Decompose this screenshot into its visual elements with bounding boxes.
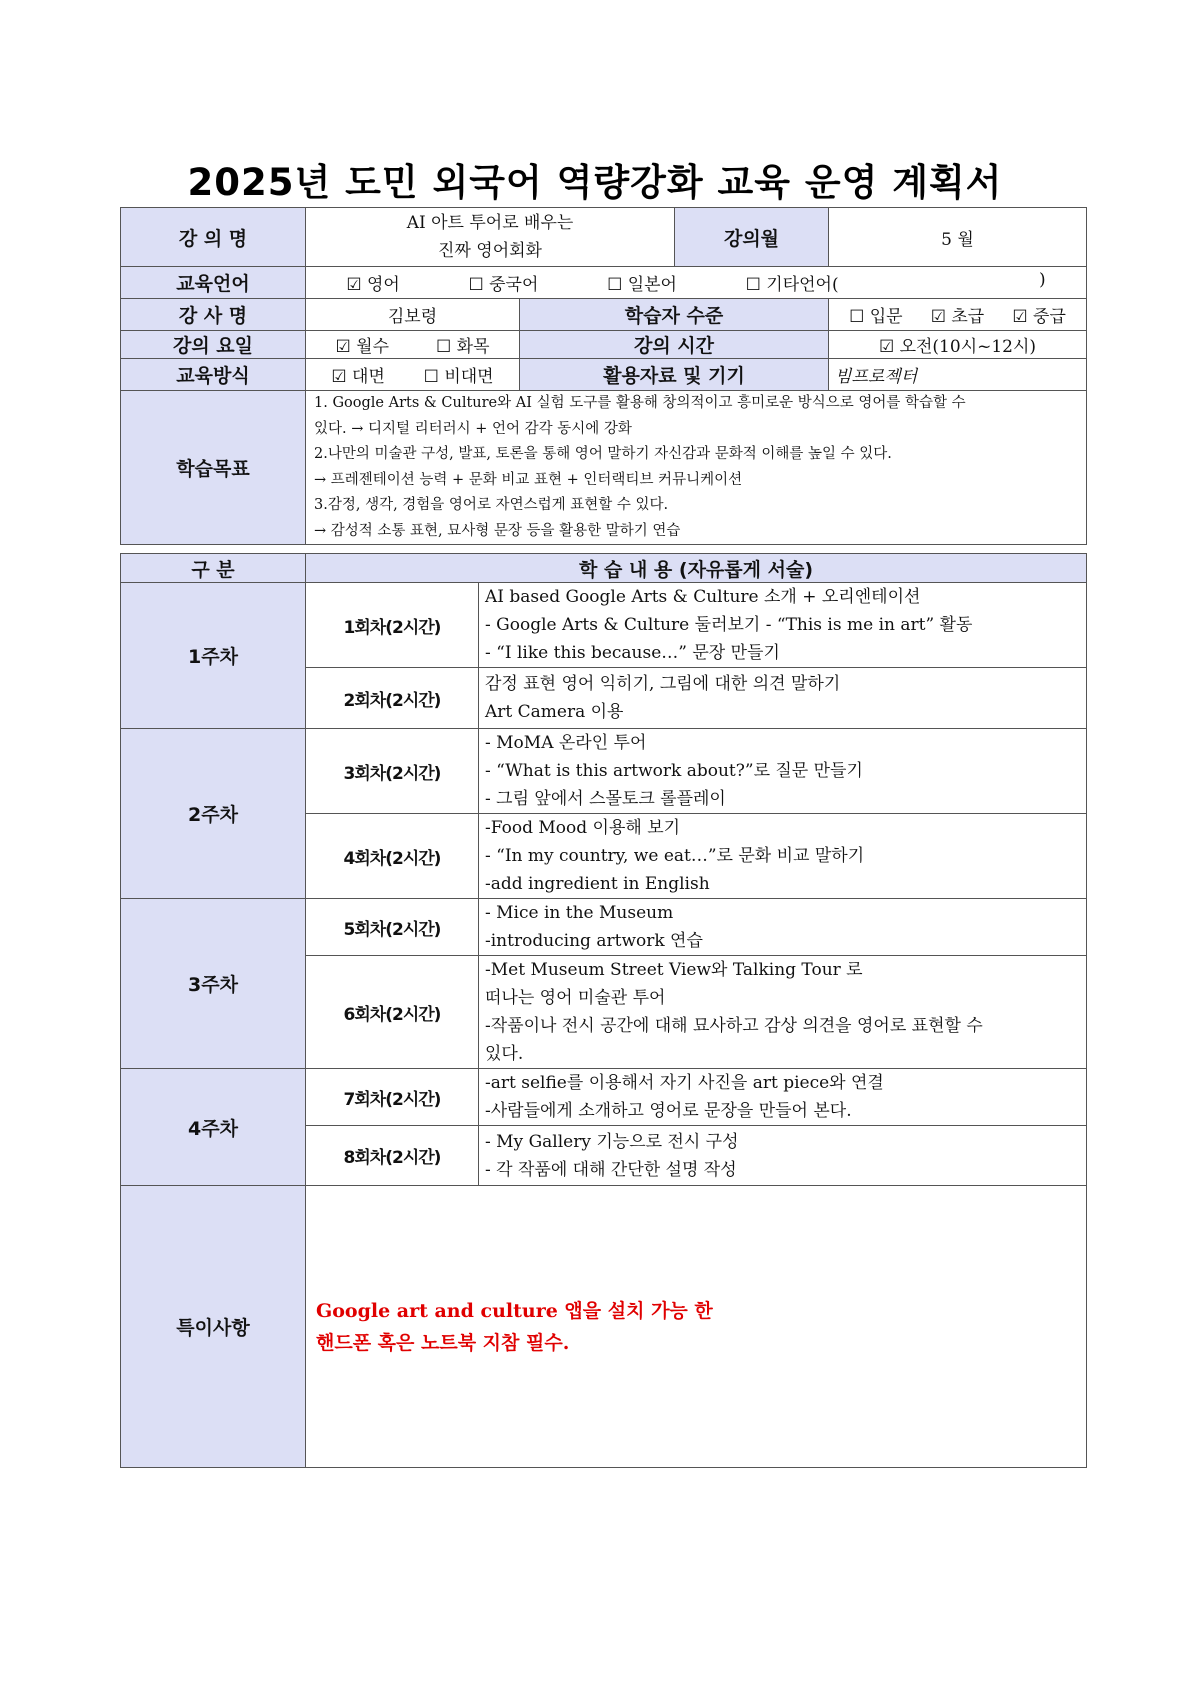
goal-line: 1. Google Arts & Culture와 AI 실험 도구를 활용해 창의적이고 흥미로운 방식으로 영어를 학습할 수 [314, 395, 966, 411]
content-line: -Food Mood 이용해 보기 [485, 818, 681, 838]
content-line: 떠나는 영어 미술관 투어 [485, 988, 666, 1008]
course-info-table [120, 207, 1087, 545]
checkbox-beginner[interactable]: ☐ 입문 [849, 307, 903, 327]
month-label: 강의월 [675, 208, 829, 267]
session-content [479, 899, 1087, 956]
content-line: -introducing artwork 연습 [485, 931, 703, 951]
content-line: 감정 표현 영어 익히기, 그림에 대한 의견 말하기 [485, 674, 841, 694]
goal-line: 3.감정, 생각, 경험을 영어로 자연스럽게 표현할 수 있다. [314, 497, 669, 513]
days-options [306, 331, 520, 359]
content-line: - Google Arts & Culture 둘러보기 - “This is me in art” 활동 [485, 615, 973, 635]
checkbox-other-language[interactable]: ☐ 기타언어( [745, 275, 839, 295]
checkbox-japanese[interactable]: ☐ 일본어 [607, 275, 677, 295]
content-line: - “I like this because…” 문장 만들기 [485, 643, 780, 663]
week-label: 1주차 [121, 583, 306, 729]
session-content [479, 814, 1087, 899]
course-name-value [306, 208, 675, 267]
content-line: -Met Museum Street View와 Talking Tour 로 [485, 960, 863, 980]
content-line: - 각 작품에 대해 간단한 설명 작성 [485, 1159, 737, 1180]
content-line: -art selfie를 이용해서 자기 사진을 art piece와 연결 [485, 1073, 884, 1093]
session-content [479, 1069, 1087, 1126]
session-content [479, 1126, 1087, 1186]
checkbox-chinese[interactable]: ☐ 중국어 [468, 275, 539, 295]
content-line: - “What is this artwork about?”로 질문 만들기 [485, 761, 863, 781]
division-header: 구 분 [121, 554, 306, 583]
content-line: -add ingredient in English [485, 874, 710, 894]
session-content [479, 668, 1087, 729]
session-content [479, 583, 1087, 668]
course-name-label: 강 의 명 [121, 208, 306, 267]
checkbox-tue-thu[interactable]: ☐ 화목 [436, 337, 490, 357]
time-label: 강의 시간 [520, 331, 829, 359]
session-label: 7회차(2시간) [306, 1069, 479, 1126]
session-label: 4회차(2시간) [306, 814, 479, 899]
content-line: - “In my country, we eat…”로 문화 비교 말하기 [485, 846, 865, 866]
content-header: 학 습 내 용 (자유롭게 서술) [306, 554, 1087, 583]
content-line: - MoMA 온라인 투어 [485, 733, 647, 753]
language-options [306, 267, 1087, 299]
session-label: 2회차(2시간) [306, 668, 479, 729]
goal-line: 2.나만의 미술관 구성, 발표, 토론을 통해 영어 말하기 자신감과 문화적 이해를 높일 수 있다. [314, 446, 892, 462]
session-label: 6회차(2시간) [306, 956, 479, 1069]
materials-label: 활용자료 및 기기 [520, 359, 829, 391]
schedule-table [120, 553, 1087, 1468]
level-options [829, 299, 1087, 331]
note-line: 핸드폰 혹은 노트북 지참 필수. [316, 1331, 570, 1354]
language-label: 교육언어 [121, 267, 306, 299]
goal-line: 있다. → 디지털 리터러시 + 언어 감각 동시에 강화 [314, 420, 632, 437]
session-label: 8회차(2시간) [306, 1126, 479, 1186]
checkbox-morning[interactable]: ☑ 오전(10시~12시) [829, 331, 1087, 359]
session-content [479, 956, 1087, 1069]
instructor-value: 김보령 [306, 299, 520, 331]
goals-label: 학습목표 [121, 391, 306, 545]
materials-value: 빔프로젝터 [829, 359, 1087, 391]
content-line: - Mice in the Museum [485, 903, 674, 923]
checkbox-intermediate[interactable]: ☑ 중급 [1012, 307, 1066, 327]
session-label: 1회차(2시간) [306, 583, 479, 668]
checkbox-in-person[interactable]: ☑ 대면 [331, 367, 385, 387]
content-line: AI based Google Arts & Culture 소개 + 오리엔테이션 [485, 587, 921, 607]
content-line: - My Gallery 기능으로 전시 구성 [485, 1131, 739, 1152]
checkbox-mon-wed[interactable]: ☑ 월수 [335, 337, 389, 357]
session-label: 5회차(2시간) [306, 899, 479, 956]
notes-content [306, 1186, 1087, 1468]
other-language-close: ) [1039, 270, 1046, 290]
goals-text [306, 391, 1087, 545]
page-title: 2025년 도민 외국어 역량강화 교육 운영 계획서 [187, 161, 1003, 204]
note-line: Google art and culture 앱을 설치 가능 한 [316, 1299, 713, 1322]
week-label: 4주차 [121, 1069, 306, 1186]
content-line: 있다. [485, 1044, 524, 1064]
checkbox-english[interactable]: ☑ 영어 [346, 275, 400, 295]
notes-label: 특이사항 [121, 1186, 306, 1468]
course-name-line: 진짜 영어회화 [438, 241, 542, 261]
session-content [479, 729, 1087, 814]
checkbox-elementary[interactable]: ☑ 초급 [930, 307, 985, 327]
week-label: 2주차 [121, 729, 306, 899]
instructor-label: 강 사 명 [121, 299, 306, 331]
course-name-line: AI 아트 투어로 배우는 [406, 213, 574, 233]
content-line: -작품이나 전시 공간에 대해 묘사하고 감상 의견을 영어로 표현할 수 [485, 1016, 983, 1036]
content-line: -사람들에게 소개하고 영어로 문장을 만들어 본다. [485, 1101, 852, 1121]
method-options [306, 359, 520, 391]
session-label: 3회차(2시간) [306, 729, 479, 814]
content-line: - 그림 앞에서 스몰토크 롤플레이 [485, 789, 726, 809]
week-label: 3주차 [121, 899, 306, 1069]
level-label: 학습자 수준 [520, 299, 829, 331]
goal-line: → 프레젠테이션 능력 + 문화 비교 표현 + 인터랙티브 커뮤니케이션 [314, 471, 743, 488]
method-label: 교육방식 [121, 359, 306, 391]
days-label: 강의 요일 [121, 331, 306, 359]
checkbox-online[interactable]: ☐ 비대면 [423, 367, 494, 387]
goal-line: → 감성적 소통 표현, 묘사형 문장 등을 활용한 말하기 연습 [314, 522, 681, 539]
content-line: Art Camera 이용 [485, 702, 624, 722]
month-value: 5 월 [829, 208, 1087, 267]
